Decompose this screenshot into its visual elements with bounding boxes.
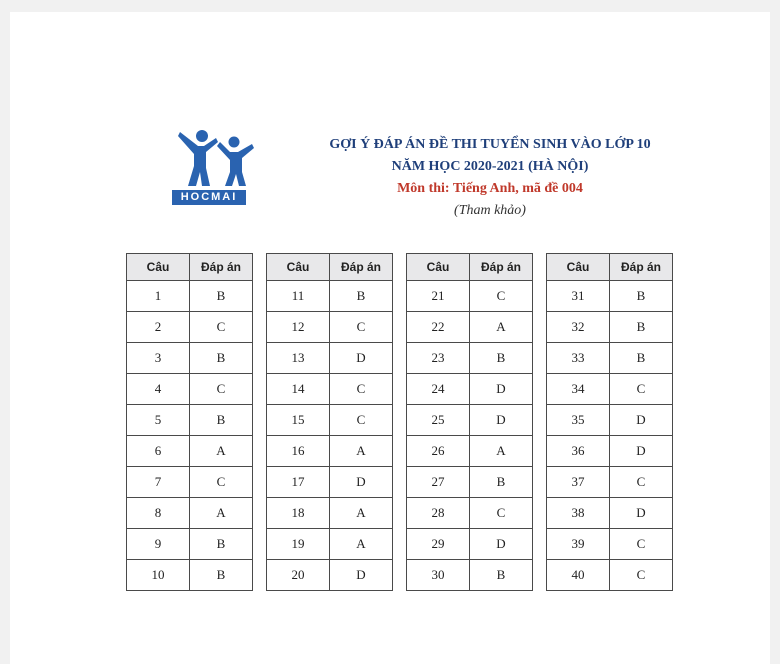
answer-cell: D: [330, 343, 393, 374]
table-row: [127, 281, 253, 312]
question-number-cell: 38: [547, 498, 610, 529]
table-row: [547, 405, 673, 436]
column-header-answer: Đáp án: [610, 254, 673, 281]
table-header-row: [547, 254, 673, 281]
logo-text: HOCMAI: [172, 190, 246, 205]
question-number-cell: 26: [407, 436, 470, 467]
answer-cell: C: [330, 312, 393, 343]
answer-cell: B: [190, 529, 253, 560]
column-header-answer: Đáp án: [330, 254, 393, 281]
answer-cell: B: [470, 343, 533, 374]
question-number-cell: 11: [267, 281, 330, 312]
table-row: [547, 498, 673, 529]
table-row: [127, 560, 253, 591]
answer-cell: D: [470, 405, 533, 436]
question-number-cell: 13: [267, 343, 330, 374]
answer-cell: C: [610, 560, 673, 591]
answer-cell: B: [190, 343, 253, 374]
question-number-cell: 4: [127, 374, 190, 405]
table-row: [407, 312, 533, 343]
table-row: [407, 281, 533, 312]
table-row: [547, 436, 673, 467]
title-line-2: NĂM HỌC 2020-2021 (HÀ NỘI): [391, 159, 589, 174]
title-line-1: GỢI Ý ĐÁP ÁN ĐỀ THI TUYỂN SINH VÀO LỚP 10: [329, 137, 651, 152]
question-number-cell: 34: [547, 374, 610, 405]
question-number-cell: 21: [407, 281, 470, 312]
column-header-answer: Đáp án: [190, 254, 253, 281]
answer-cell: B: [190, 405, 253, 436]
question-number-cell: 24: [407, 374, 470, 405]
answer-cell: B: [470, 560, 533, 591]
logo-figures-icon: [170, 128, 258, 192]
answer-cell: D: [330, 560, 393, 591]
table-row: [267, 467, 393, 498]
question-number-cell: 37: [547, 467, 610, 498]
table-row: [267, 529, 393, 560]
column-header-question: Câu: [127, 254, 190, 281]
answer-cell: C: [330, 405, 393, 436]
answer-cell: B: [330, 281, 393, 312]
table-row: [407, 436, 533, 467]
question-number-cell: 35: [547, 405, 610, 436]
answer-cell: D: [610, 498, 673, 529]
answer-cell: C: [610, 529, 673, 560]
question-number-cell: 2: [127, 312, 190, 343]
table-row: [407, 343, 533, 374]
table-row: [547, 343, 673, 374]
answer-cell: D: [610, 436, 673, 467]
question-number-cell: 3: [127, 343, 190, 374]
question-number-cell: 30: [407, 560, 470, 591]
table-row: [547, 560, 673, 591]
subject-line: Môn thi: Tiếng Anh, mã đề 004: [397, 181, 583, 196]
answer-cell: B: [190, 560, 253, 591]
question-number-cell: 16: [267, 436, 330, 467]
table-header-row: [407, 254, 533, 281]
question-number-cell: 5: [127, 405, 190, 436]
answer-table-4: [546, 253, 673, 591]
question-number-cell: 19: [267, 529, 330, 560]
table-row: [267, 312, 393, 343]
question-number-cell: 25: [407, 405, 470, 436]
table-row: [267, 374, 393, 405]
answer-cell: C: [470, 281, 533, 312]
reference-note: (Tham khảo): [454, 203, 526, 218]
question-number-cell: 10: [127, 560, 190, 591]
answer-cell: D: [470, 374, 533, 405]
answer-table-1: [126, 253, 253, 591]
table-row: [407, 529, 533, 560]
table-row: [127, 498, 253, 529]
table-row: [267, 281, 393, 312]
column-header-question: Câu: [267, 254, 330, 281]
table-row: [127, 343, 253, 374]
answer-cell: C: [190, 312, 253, 343]
column-header-question: Câu: [407, 254, 470, 281]
table-row: [547, 374, 673, 405]
table-row: [267, 343, 393, 374]
answer-cell: D: [330, 467, 393, 498]
answer-cell: B: [610, 281, 673, 312]
table-header-row: [127, 254, 253, 281]
table-row: [407, 405, 533, 436]
answer-cell: B: [190, 281, 253, 312]
answer-cell: C: [190, 374, 253, 405]
column-header-answer: Đáp án: [470, 254, 533, 281]
table-row: [267, 498, 393, 529]
answer-cell: A: [330, 529, 393, 560]
question-number-cell: 7: [127, 467, 190, 498]
answer-cell: A: [470, 312, 533, 343]
answer-table-3: [406, 253, 533, 591]
answer-table-2: [266, 253, 393, 591]
column-header-question: Câu: [547, 254, 610, 281]
question-number-cell: 31: [547, 281, 610, 312]
answer-cell: C: [610, 467, 673, 498]
answer-cell: C: [330, 374, 393, 405]
answer-cell: B: [470, 467, 533, 498]
question-number-cell: 1: [127, 281, 190, 312]
question-number-cell: 22: [407, 312, 470, 343]
table-row: [407, 467, 533, 498]
table-row: [127, 467, 253, 498]
question-number-cell: 12: [267, 312, 330, 343]
answer-cell: B: [610, 312, 673, 343]
question-number-cell: 14: [267, 374, 330, 405]
question-number-cell: 29: [407, 529, 470, 560]
question-number-cell: 20: [267, 560, 330, 591]
table-row: [547, 281, 673, 312]
answer-cell: C: [610, 374, 673, 405]
table-row: [547, 529, 673, 560]
question-number-cell: 18: [267, 498, 330, 529]
answer-cell: C: [190, 467, 253, 498]
hocmai-logo: [170, 128, 258, 210]
table-row: [127, 529, 253, 560]
question-number-cell: 15: [267, 405, 330, 436]
table-row: [267, 560, 393, 591]
answer-cell: C: [470, 498, 533, 529]
question-number-cell: 39: [547, 529, 610, 560]
table-row: [127, 436, 253, 467]
question-number-cell: 27: [407, 467, 470, 498]
question-number-cell: 32: [547, 312, 610, 343]
question-number-cell: 28: [407, 498, 470, 529]
answer-cell: A: [330, 436, 393, 467]
table-row: [407, 374, 533, 405]
question-number-cell: 33: [547, 343, 610, 374]
table-header-row: [267, 254, 393, 281]
answer-cell: A: [330, 498, 393, 529]
table-row: [547, 312, 673, 343]
question-number-cell: 9: [127, 529, 190, 560]
answer-cell: B: [610, 343, 673, 374]
table-row: [407, 498, 533, 529]
question-number-cell: 23: [407, 343, 470, 374]
table-row: [127, 312, 253, 343]
question-number-cell: 40: [547, 560, 610, 591]
question-number-cell: 6: [127, 436, 190, 467]
table-row: [127, 374, 253, 405]
table-row: [267, 405, 393, 436]
table-row: [407, 560, 533, 591]
answer-cell: A: [470, 436, 533, 467]
table-row: [547, 467, 673, 498]
table-row: [267, 436, 393, 467]
document-header: [280, 134, 700, 222]
question-number-cell: 17: [267, 467, 330, 498]
question-number-cell: 8: [127, 498, 190, 529]
table-row: [127, 405, 253, 436]
answer-cell: D: [470, 529, 533, 560]
answer-cell: A: [190, 436, 253, 467]
answer-cell: A: [190, 498, 253, 529]
question-number-cell: 36: [547, 436, 610, 467]
answer-cell: D: [610, 405, 673, 436]
